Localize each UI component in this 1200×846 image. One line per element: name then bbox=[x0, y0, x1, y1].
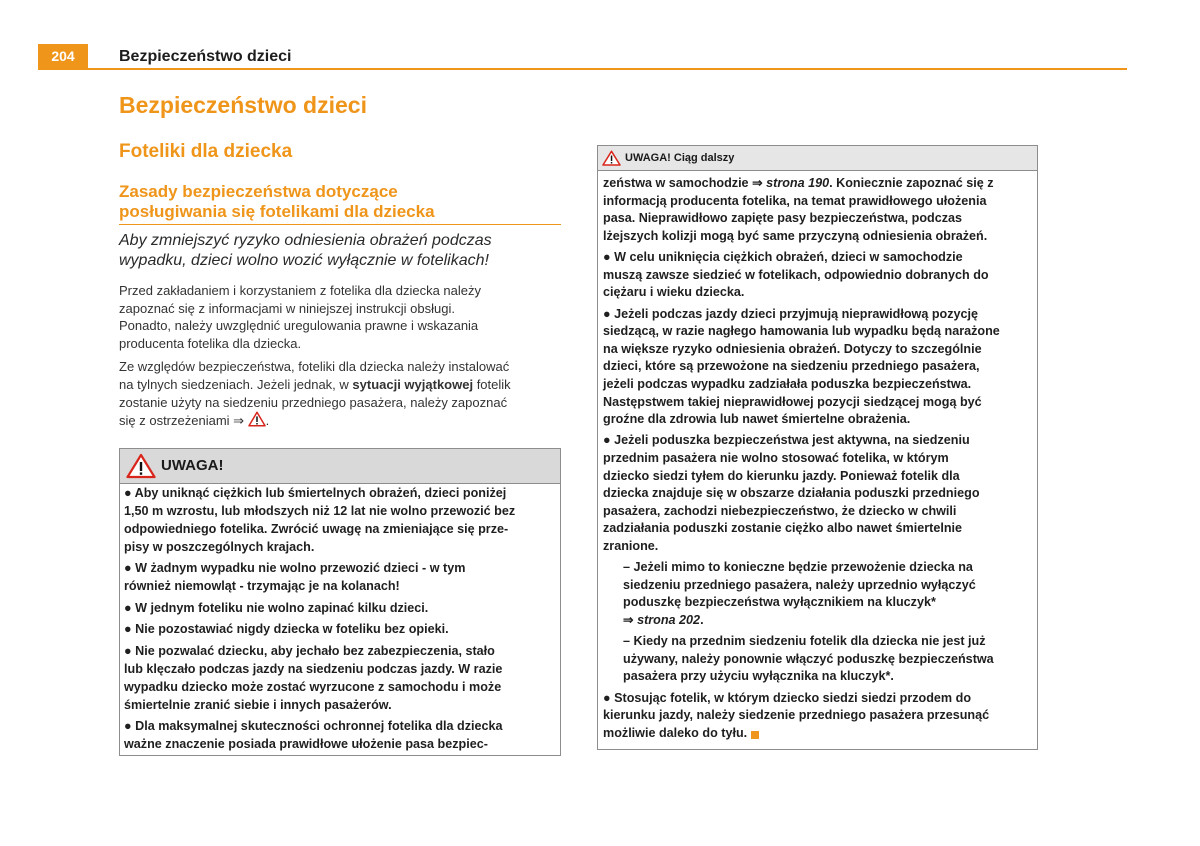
text-line bbox=[623, 559, 1031, 577]
line-text: ● Jeżeli podczas jazdy dzieci przyjmują nieprawidłową pozycję bbox=[603, 306, 979, 321]
line-text: Przed zakładaniem i korzystaniem z fotelika dla dziecka należy bbox=[119, 283, 482, 298]
line-text: ● Jeżeli poduszka bezpieczeństwa jest aktywna, na siedzeniu bbox=[603, 433, 970, 448]
text-line bbox=[603, 210, 1031, 228]
title-text: Bezpieczeństwo dzieci bbox=[119, 92, 367, 118]
warning-header bbox=[598, 146, 1037, 171]
bullet-item bbox=[603, 690, 1031, 743]
line-text: dzieci, które są przewożone na siedzeniu przedniego pasażera, bbox=[603, 359, 980, 374]
line-text: śmiertelnie zranić siebie i innych pasażerów. bbox=[124, 697, 392, 712]
bullet-item bbox=[124, 484, 554, 556]
text-run: się z ostrzeżeniami ⇒ bbox=[119, 413, 248, 429]
subtitle-line bbox=[119, 141, 561, 163]
line-text: jeżeli podczas wypadku zadziałała poduszka bezpieczeństwa. bbox=[603, 376, 972, 391]
text-line bbox=[603, 485, 1031, 503]
text-line bbox=[124, 502, 554, 520]
text-line bbox=[603, 193, 1031, 211]
intro-line-text: wypadku, dzieci wolno wozić wyłącznie w fotelikach! bbox=[119, 252, 489, 269]
line-text bbox=[603, 725, 759, 745]
line-text: na większe ryzyko odniesienia obrażeń. Dotyczy to szczególnie bbox=[603, 341, 982, 356]
line-text: informacją producenta fotelika, na temat prawidłowego ułożenia bbox=[603, 193, 987, 208]
section-subtitle bbox=[119, 141, 561, 163]
bullet-item bbox=[124, 620, 554, 638]
warning-box bbox=[119, 448, 561, 756]
text-line bbox=[124, 577, 554, 595]
line-text bbox=[119, 411, 269, 430]
line-text: ● W żadnym wypadku nie wolno przewozić dzieci - w tym bbox=[124, 561, 466, 576]
text-line bbox=[603, 690, 1031, 708]
line-text: – Jeżeli mimo to konieczne będzie przewożenie dziecka na bbox=[623, 560, 973, 575]
italic-run: strona 190 bbox=[766, 176, 830, 190]
text-line bbox=[603, 707, 1031, 725]
text-run: . Koniecznie zapoznać się z bbox=[829, 176, 994, 190]
running-header-title: Bezpieczeństwo dzieci bbox=[119, 48, 292, 65]
line-text: siedzeniu przedniego pasażera, należy uprzednio wyłączyć bbox=[623, 577, 976, 592]
line-text: Ponadto, należy uwzględnić uregulowania prawne i wskazania bbox=[119, 318, 479, 334]
text-line bbox=[124, 642, 554, 660]
line-text: ● Dla maksymalnej skuteczności ochronnej fotelika dla dziecka bbox=[124, 718, 503, 733]
line-text: – Kiedy na przednim siedzeniu fotelik dla dziecka nie jest już bbox=[623, 634, 986, 649]
text-line bbox=[603, 323, 1031, 341]
header-rule bbox=[38, 68, 1127, 70]
body-text bbox=[119, 282, 561, 435]
intro-line-text: Aby zmniejszyć ryzyko odniesienia obrażeń podczas bbox=[119, 232, 492, 249]
heading-text: Zasady bezpieczeństwa dotyczące bbox=[119, 182, 398, 201]
line-text: muszą zawsze siedzieć w fotelikach, odpowiednio dobranych do bbox=[603, 267, 989, 282]
dash-item bbox=[603, 633, 1031, 686]
text-line bbox=[603, 358, 1031, 376]
text-line bbox=[124, 660, 554, 678]
line-text: ● Aby uniknąć ciężkich lub śmiertelnych obrażeń, dzieci poniżej bbox=[124, 486, 507, 500]
line-text: Ze względów bezpieczeństwa, foteliki dla dziecka należy instalować bbox=[119, 359, 510, 375]
bullet-item bbox=[124, 559, 554, 595]
chapter-title bbox=[119, 92, 561, 118]
text-line bbox=[623, 633, 1031, 651]
warning-content bbox=[603, 175, 1031, 746]
line-text: pasażera przy użyciu wyłącznika na kluczyk*. bbox=[623, 669, 894, 684]
text-line bbox=[124, 717, 554, 735]
text-line bbox=[623, 577, 1031, 595]
line-text: zranione. bbox=[603, 538, 659, 553]
intro-line bbox=[119, 231, 561, 251]
line-text bbox=[119, 376, 511, 394]
line-text: pasażera, zachodzi niebezpieczeństwo, że dziecko w chwili bbox=[603, 503, 957, 518]
text-line bbox=[623, 612, 1031, 630]
line-text: używany, należy ponownie włączyć poduszkę bezpieczeństwa bbox=[623, 651, 994, 666]
text-run: na tylnych siedzeniach. Jeżeli jednak, w bbox=[119, 376, 353, 392]
title-line bbox=[119, 92, 561, 118]
text-line bbox=[603, 376, 1031, 394]
warning-content bbox=[124, 484, 554, 756]
line-text: zostanie użyty na siedzeniu przedniego pasażera, należy zapoznać bbox=[119, 394, 508, 410]
line-text: lub klęczało podczas jazdy na siedzeniu podczas jazdy. W razie bbox=[124, 661, 503, 676]
warning-triangle-icon bbox=[602, 150, 621, 171]
end-mark-icon bbox=[751, 727, 759, 745]
heading-underline bbox=[119, 224, 561, 225]
bold-run: sytuacji wyjątkowej bbox=[352, 376, 474, 392]
text-line bbox=[119, 358, 561, 376]
bullet-item bbox=[124, 717, 554, 753]
paragraph bbox=[119, 358, 561, 428]
text-line bbox=[119, 317, 561, 335]
text-line bbox=[124, 620, 554, 638]
text-run: zeństwa w samochodzie ⇒ bbox=[603, 176, 767, 190]
line-text: zapoznać się z informacjami w niniejszej instrukcji obsługi. bbox=[119, 300, 455, 316]
intro-text bbox=[119, 231, 561, 271]
warning-triangle-icon bbox=[248, 411, 266, 427]
paragraph bbox=[119, 282, 561, 352]
line-text: groźne dla zdrowia lub nawet śmiertelne obrażenia. bbox=[603, 412, 911, 427]
text-line bbox=[119, 300, 561, 318]
text-line bbox=[603, 468, 1031, 486]
text-line bbox=[124, 735, 554, 753]
bullet-item bbox=[603, 306, 1031, 429]
text-line bbox=[603, 450, 1031, 468]
line-text: ● W jednym foteliku nie wolno zapinać kilku dzieci. bbox=[124, 600, 429, 615]
text-line bbox=[603, 411, 1031, 429]
warning-header bbox=[120, 449, 560, 484]
text-line bbox=[119, 335, 561, 353]
text-line bbox=[603, 394, 1031, 412]
text-line bbox=[623, 651, 1031, 669]
topic-heading bbox=[119, 182, 561, 222]
bullet-item bbox=[603, 432, 1031, 555]
subtitle-text: Foteliki dla dziecka bbox=[119, 141, 293, 162]
text-line bbox=[603, 228, 1031, 246]
line-text: przednim pasażera nie wolno stosować fotelika, w którym bbox=[603, 450, 949, 465]
warning-header-label: UWAGA! bbox=[161, 457, 224, 474]
text-line bbox=[603, 520, 1031, 538]
text-line bbox=[603, 341, 1031, 359]
page-number: 204 bbox=[38, 44, 88, 68]
text-line bbox=[124, 696, 554, 714]
line-text: siedzącą, w razie nagłego hamowania lub wypadku będą narażone bbox=[603, 324, 1000, 339]
warning-triangle-icon bbox=[126, 453, 156, 484]
text-line bbox=[603, 175, 1031, 193]
text-line bbox=[603, 725, 1031, 743]
text-line bbox=[603, 432, 1031, 450]
text-line bbox=[603, 284, 1031, 302]
text-line bbox=[603, 538, 1031, 556]
text-run: . bbox=[700, 613, 704, 627]
paragraph bbox=[603, 175, 1031, 245]
heading-text: posługiwania się fotelikami dla dziecka bbox=[119, 202, 435, 221]
text-line bbox=[623, 594, 1031, 612]
text-line bbox=[603, 267, 1031, 285]
text-line bbox=[124, 520, 554, 538]
bullet-item bbox=[603, 249, 1031, 302]
line-text: ● W celu uniknięcia ciężkich obrażeń, dzieci w samochodzie bbox=[603, 250, 963, 265]
line-text: dziecka znajduje się w obszarze działania poduszki przedniego bbox=[603, 486, 980, 501]
text-line bbox=[623, 668, 1031, 686]
line-text: zadziałania poduszki zostanie ciężko albo nawet śmiertelnie bbox=[603, 521, 963, 536]
text-line bbox=[119, 411, 561, 429]
text-run: możliwie daleko do tyłu. bbox=[603, 725, 751, 740]
line-text: ● Nie pozwalać dziecku, aby jechało bez zabezpieczenia, stało bbox=[124, 643, 495, 658]
text-line bbox=[119, 394, 561, 412]
line-text: również niemowląt - trzymając je na kolanach! bbox=[124, 579, 400, 594]
text-line bbox=[124, 559, 554, 577]
text-line bbox=[124, 538, 554, 556]
line-text: wypadku dziecko może zostać wyrzucone z samochodu i może bbox=[124, 679, 502, 694]
line-text: poduszkę bezpieczeństwa wyłącznikiem na kluczyk* bbox=[623, 595, 936, 610]
warning-box-continued bbox=[597, 145, 1038, 750]
text-line bbox=[119, 282, 561, 300]
line-text: ● Stosując fotelik, w którym dziecko siedzi siedzi przodem do bbox=[603, 690, 972, 705]
heading-line bbox=[119, 202, 561, 222]
intro-line bbox=[119, 251, 561, 271]
dash-item bbox=[603, 559, 1031, 629]
line-text: ● Nie pozostawiać nigdy dziecka w foteliku bez opieki. bbox=[124, 622, 449, 637]
line-text: lżejszych kolizji mogą być same przyczyną odniesienia obrażeń. bbox=[603, 228, 988, 243]
line-text: ważne znaczenie posiada prawidłowe ułożenie pasa bezpiec- bbox=[124, 736, 488, 751]
line-text: odpowiedniego fotelika. Zwrócić uwagę na zmieniające się prze- bbox=[124, 522, 509, 536]
line-text: producenta fotelika dla dziecka. bbox=[119, 335, 302, 351]
text-line bbox=[124, 599, 554, 617]
line-text: kierunku jazdy, należy siedzenie przedniego pasażera przesunąć bbox=[603, 708, 990, 723]
heading-line bbox=[119, 182, 561, 202]
line-text: Następstwem takiej nieprawidłowej pozycji siedzącej mogą być bbox=[603, 394, 982, 409]
line-text: pisy w poszczególnych krajach. bbox=[124, 540, 315, 554]
text-run: fotelik bbox=[473, 376, 511, 392]
text-run: ⇒ bbox=[623, 613, 638, 627]
italic-run: strona 202 bbox=[637, 613, 701, 627]
text-line bbox=[603, 306, 1031, 324]
line-text: ciężaru i wieku dziecka. bbox=[603, 285, 745, 300]
warning-header-label: UWAGA! Ciąg dalszy bbox=[625, 152, 735, 164]
text-line bbox=[603, 249, 1031, 267]
text-line bbox=[119, 376, 561, 394]
text-line bbox=[124, 484, 554, 502]
line-text: dziecko siedzi tyłem do kierunku jazdy. Ponieważ fotelik dla bbox=[603, 468, 960, 483]
bullet-item bbox=[124, 599, 554, 617]
text-line bbox=[124, 678, 554, 696]
line-text bbox=[603, 175, 994, 193]
text-line bbox=[603, 503, 1031, 521]
line-text bbox=[623, 612, 704, 630]
line-text: 1,50 m wzrostu, lub młodszych niż 12 lat nie wolno przewozić bez bbox=[124, 504, 516, 518]
text-run: . bbox=[265, 413, 270, 429]
line-text: pasa. Nieprawidłowo zapięte pasy bezpieczeństwa, podczas bbox=[603, 211, 963, 226]
bullet-item bbox=[124, 642, 554, 714]
